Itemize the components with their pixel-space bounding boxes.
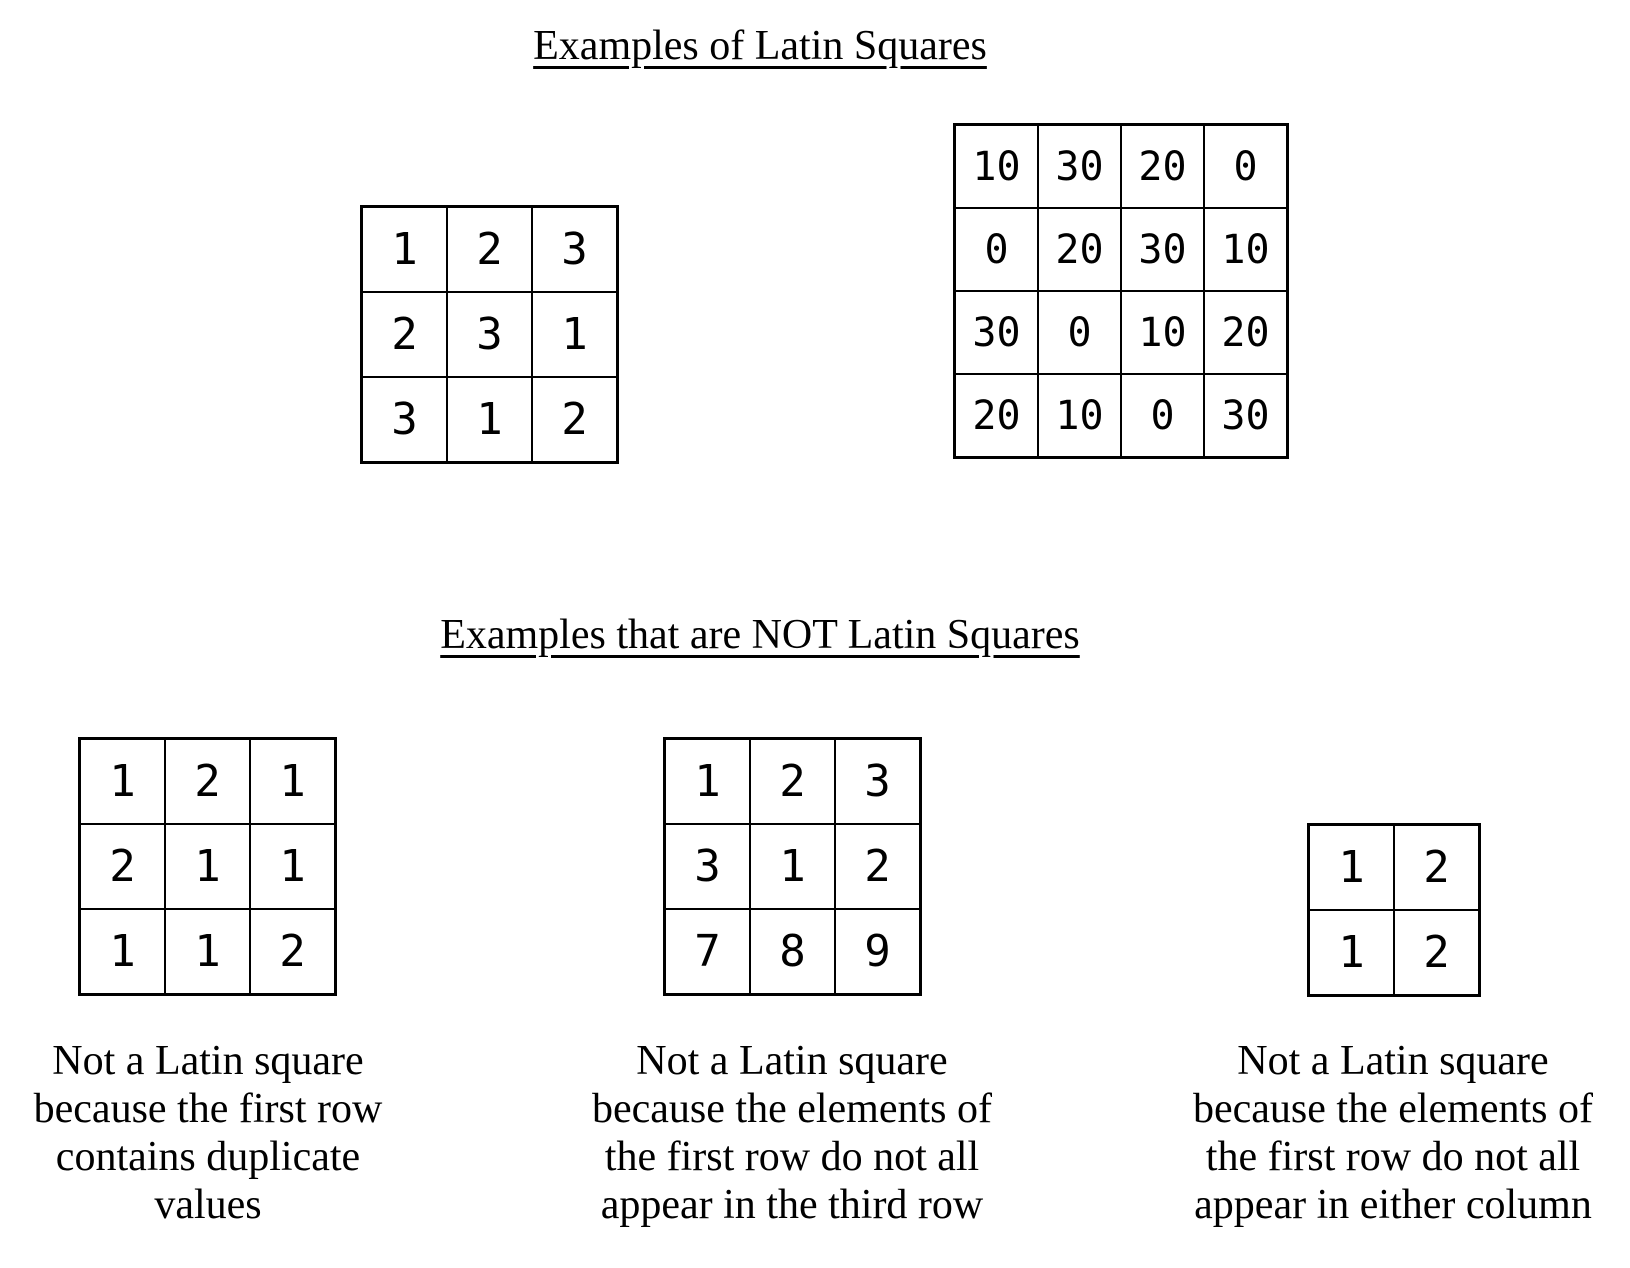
grid-cell: 0 <box>1038 291 1121 374</box>
grid-cell: 10 <box>955 125 1039 209</box>
grid-cell: 3 <box>362 377 448 463</box>
caption-either-column <box>1173 1037 1613 1229</box>
grid-row <box>955 291 1288 374</box>
grid-cell: 1 <box>532 292 618 377</box>
grid-cell: 1 <box>165 824 250 909</box>
grid-cell: 3 <box>835 739 921 825</box>
caption-duplicate-row <box>0 1037 416 1229</box>
grid-cell: 9 <box>835 909 921 995</box>
grid-row <box>1309 910 1480 996</box>
caption-line: because the elements of <box>592 1086 992 1132</box>
grid-cell: 1 <box>250 824 336 909</box>
grid-cell: 1 <box>447 377 532 463</box>
grid-cell: 1 <box>165 909 250 995</box>
grid-row <box>665 909 921 995</box>
grid-cell: 0 <box>955 208 1039 291</box>
heading-non-examples-text: Examples that are NOT Latin Squares <box>440 612 1080 658</box>
non-example-grid-duplicate-row <box>78 737 337 996</box>
grid-cell: 2 <box>835 824 921 909</box>
grid-row <box>955 125 1288 209</box>
grid-row <box>80 739 336 825</box>
grid-cell: 2 <box>250 909 336 995</box>
grid-row <box>80 824 336 909</box>
grid-cell: 20 <box>1038 208 1121 291</box>
grid-row <box>955 374 1288 458</box>
grid-cell: 10 <box>1204 208 1288 291</box>
grid-cell: 20 <box>955 374 1039 458</box>
grid-cell: 1 <box>80 909 166 995</box>
grid-row <box>362 292 618 377</box>
grid-cell: 30 <box>1038 125 1121 209</box>
grid-row <box>955 208 1288 291</box>
caption-line: Not a Latin square <box>52 1038 364 1084</box>
caption-third-row <box>572 1037 1012 1229</box>
heading-examples <box>0 22 1520 70</box>
grid-row <box>1309 825 1480 911</box>
non-example-grid-2x2 <box>1307 823 1481 997</box>
grid-cell: 3 <box>665 824 751 909</box>
grid-cell: 1 <box>1309 910 1395 996</box>
caption-line: values <box>154 1182 262 1228</box>
grid-cell: 2 <box>80 824 166 909</box>
grid-cell: 1 <box>362 207 448 293</box>
grid-cell: 30 <box>1121 208 1204 291</box>
grid-row <box>80 909 336 995</box>
grid-row <box>665 739 921 825</box>
caption-line: contains duplicate <box>55 1134 361 1180</box>
latin-square-grid-3x3 <box>360 205 619 464</box>
non-example-grid-third-row <box>663 737 922 996</box>
grid-cell: 30 <box>1204 374 1288 458</box>
grid-cell: 2 <box>1394 825 1480 911</box>
grid-cell: 1 <box>750 824 835 909</box>
caption-line: the first row do not all <box>604 1134 980 1180</box>
grid-cell: 10 <box>1121 291 1204 374</box>
grid-cell: 2 <box>750 739 835 825</box>
caption-line: appear in the third row <box>600 1182 984 1228</box>
grid-cell: 1 <box>80 739 166 825</box>
grid-cell: 0 <box>1204 125 1288 209</box>
grid-cell: 1 <box>250 739 336 825</box>
grid-cell: 20 <box>1121 125 1204 209</box>
grid-row <box>362 207 618 293</box>
grid-cell: 2 <box>532 377 618 463</box>
grid-cell: 7 <box>665 909 751 995</box>
caption-line: appear in either column <box>1194 1182 1592 1228</box>
heading-examples-text: Examples of Latin Squares <box>533 23 987 69</box>
caption-line: the first row do not all <box>1205 1134 1581 1180</box>
caption-line: because the first row <box>33 1086 383 1132</box>
grid-row <box>362 377 618 463</box>
grid-cell: 30 <box>955 291 1039 374</box>
grid-cell: 1 <box>665 739 751 825</box>
grid-cell: 2 <box>362 292 448 377</box>
heading-non-examples <box>0 611 1520 659</box>
grid-cell: 20 <box>1204 291 1288 374</box>
caption-line: Not a Latin square <box>636 1038 948 1084</box>
caption-line: Not a Latin square <box>1237 1038 1549 1084</box>
grid-cell: 8 <box>750 909 835 995</box>
grid-cell: 1 <box>1309 825 1395 911</box>
grid-cell: 2 <box>447 207 532 293</box>
grid-cell: 2 <box>165 739 250 825</box>
grid-cell: 0 <box>1121 374 1204 458</box>
grid-cell: 3 <box>447 292 532 377</box>
caption-line: because the elements of <box>1193 1086 1593 1132</box>
grid-cell: 3 <box>532 207 618 293</box>
grid-row <box>665 824 921 909</box>
latin-square-grid-4x4 <box>953 123 1289 459</box>
grid-cell: 2 <box>1394 910 1480 996</box>
grid-cell: 10 <box>1038 374 1121 458</box>
